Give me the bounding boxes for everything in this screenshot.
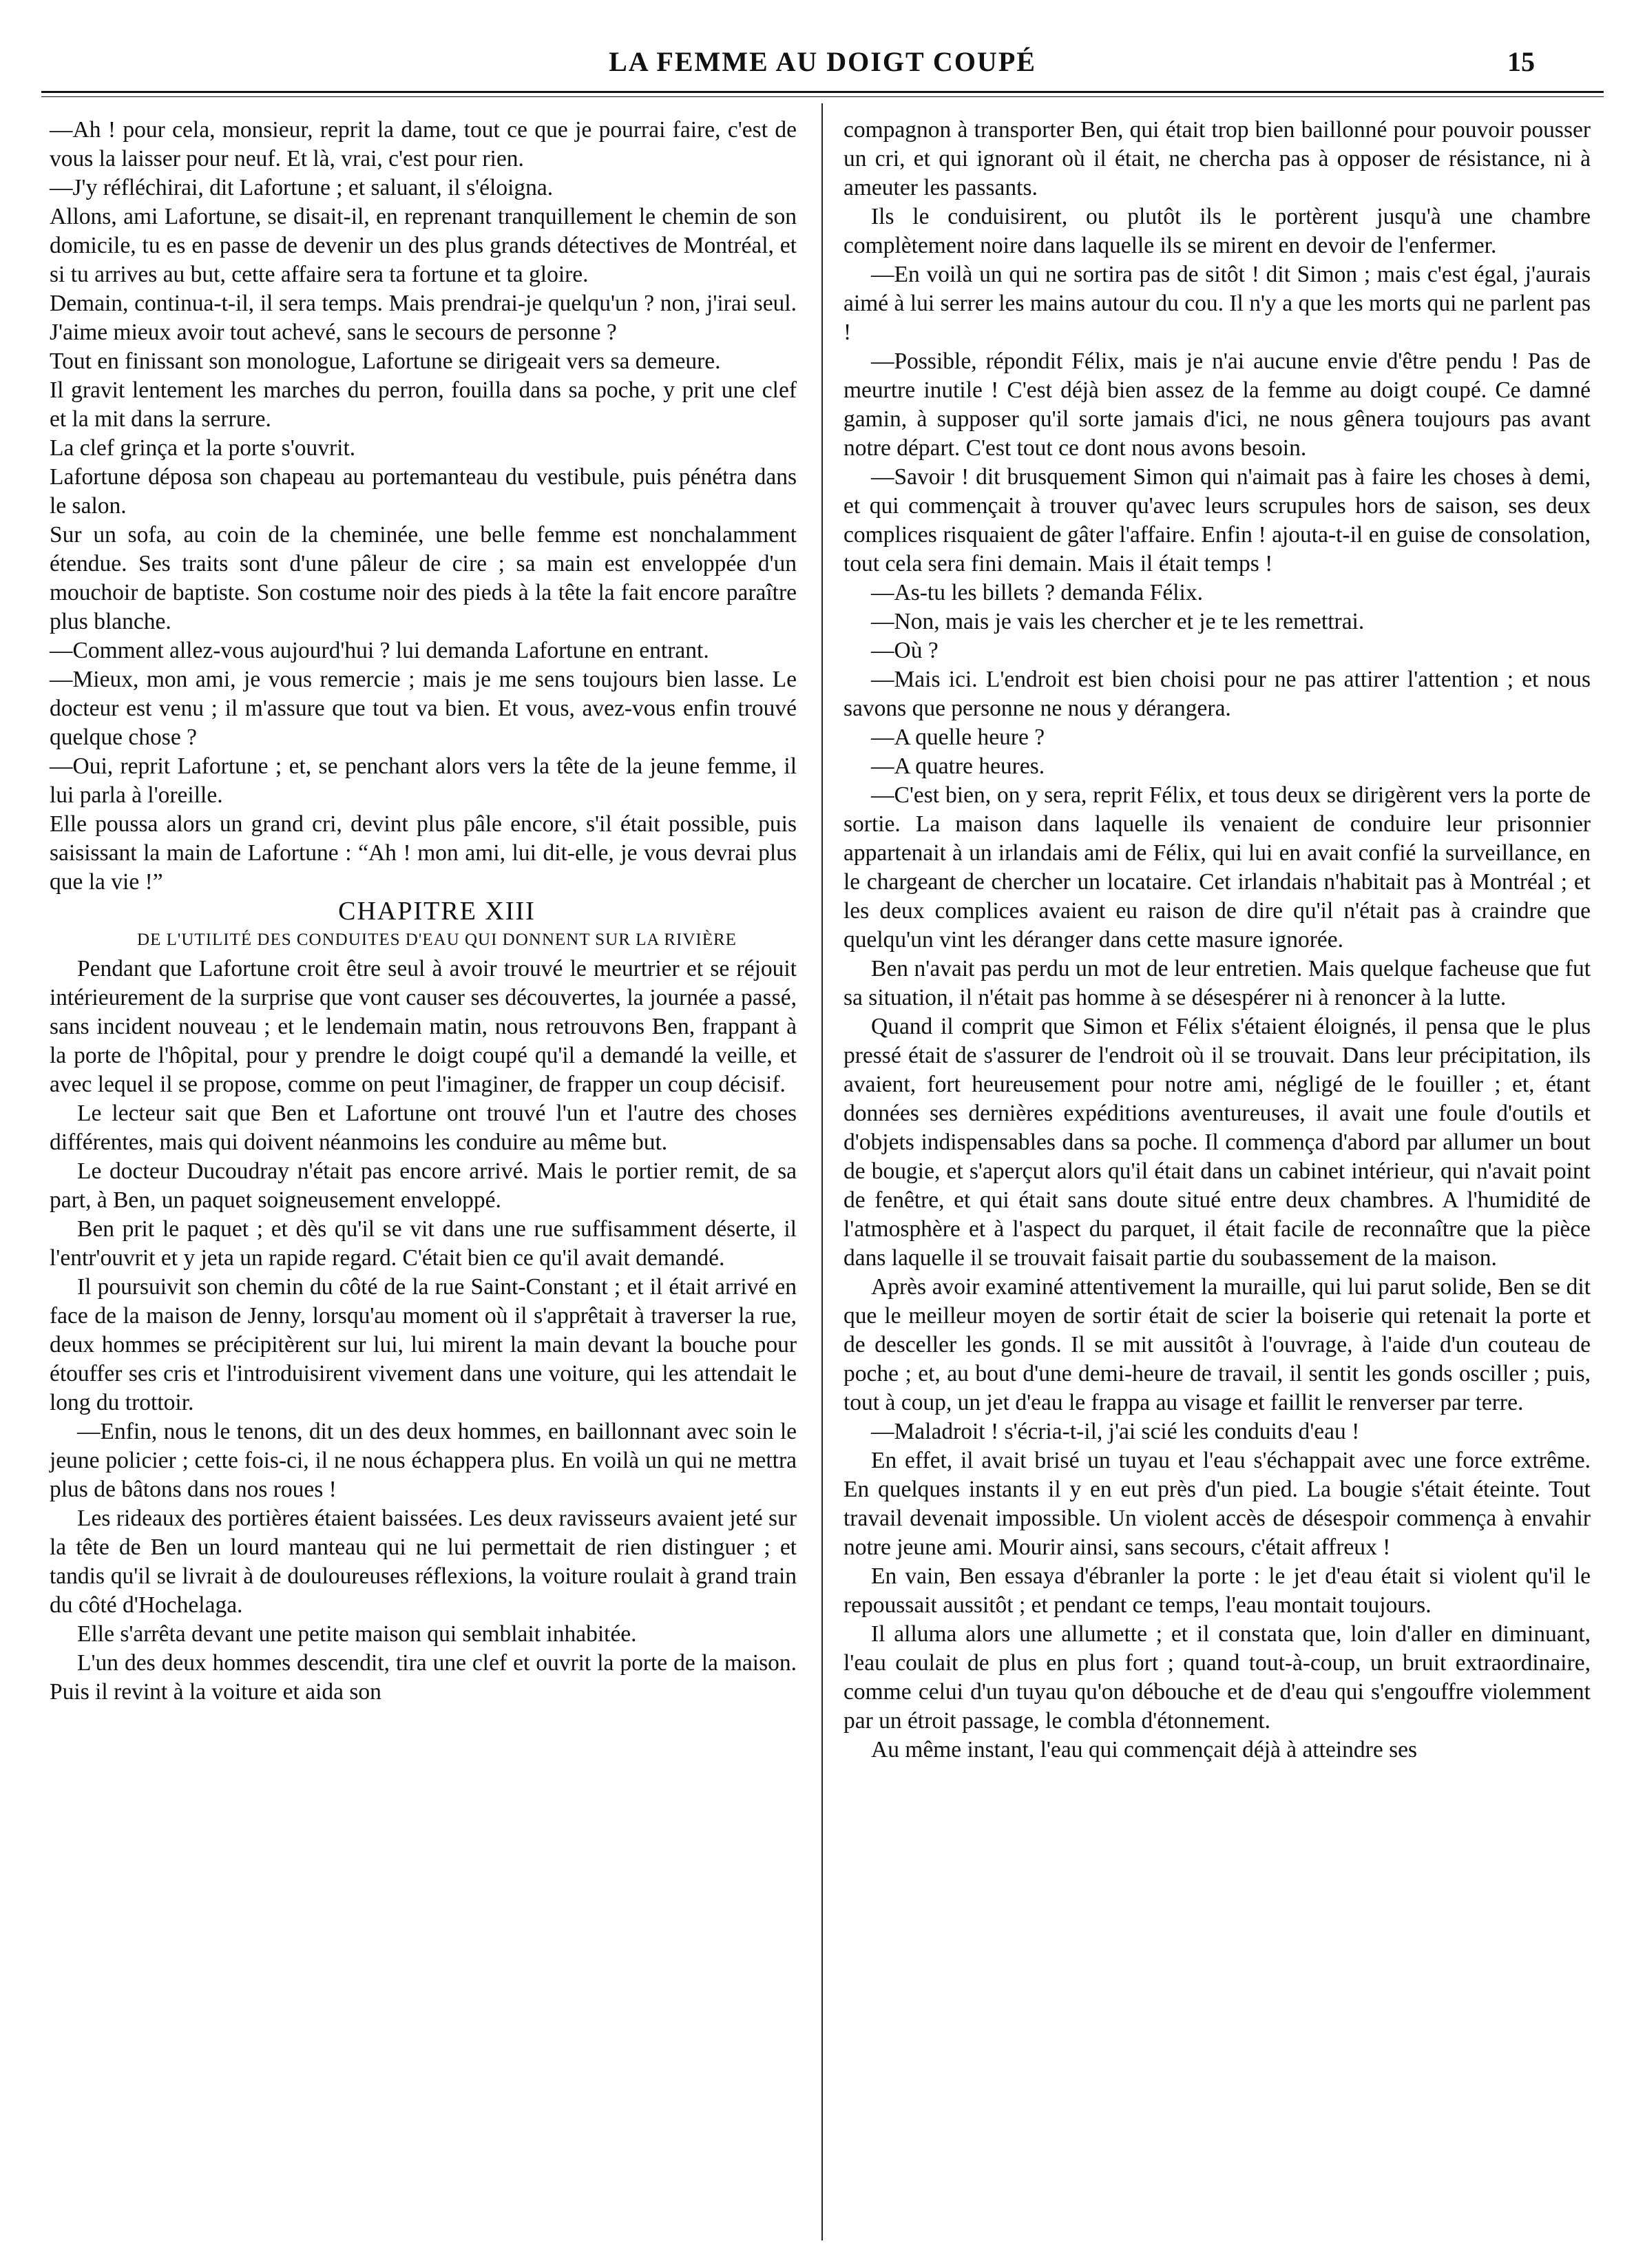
paragraph: Lafortune déposa son chapeau au portemanteau du vestibule, puis pénétra dans le salon. — [50, 464, 797, 519]
left-column — [50, 116, 797, 1707]
running-head — [55, 40, 1590, 88]
paragraph: Il poursuivit son chemin du côté de la rue Saint-Constant ; et il était arrivé en face de la maison de Jenny, lorsqu'au moment où il s'apprêtait à traverser la rue, deux hommes se précipitèrent sur lui, lui mirent la main devant la bouche pour étouffer ses cris et l'introduisirent vivement dans une voiture, qui les attendait le long du trottoir. — [50, 1274, 797, 1415]
paragraph: —Mais ici. L'endroit est bien choisi pour ne pas attirer l'attention ; et nous savons que personne ne nous y dérangera. — [844, 667, 1591, 721]
paragraph: Les rideaux des portières étaient baissées. Les deux ravisseurs avaient jeté sur la tête de Ben un lourd manteau qui ne lui permettait de rien distinguer ; et tandis qu'il se livrait à de douloureuses réflexions, la voiture roulait à grand train du côté d'Hochelaga. — [50, 1506, 797, 1618]
column-divider — [821, 103, 823, 2240]
paragraph: Le docteur Ducoudray n'était pas encore arrivé. Mais le portier remit, de sa part, à Ben, un paquet soigneusement enveloppé. — [50, 1158, 797, 1213]
paragraph: Après avoir examiné attentivement la muraille, qui lui parut solide, Ben se dit que le meilleur moyen de sortir était de scier la boiserie qui retenait la porte et de desceller les gonds. Il se mit aussitôt à l'ouvrage, à l'aide d'un couteau de poche ; et, au bout d'une demi-heure de travail, il sentit les gonds osciller ; puis, tout à coup, un jet d'eau le frappa au visage et faillit le renverser par terre. — [844, 1274, 1591, 1415]
paragraph: Quand il comprit que Simon et Félix s'étaient éloignés, il pensa que le plus pressé était de s'assurer de l'endroit où il se trouvait. Dans leur précipitation, ils avaient, fort heureusement pour notre ami, négligé de le fouiller ; et, étant données ses dernières expéditions aventureuses, il avait une foule d'outils et d'objets indispensables dans sa poche. Il commença d'abord par allumer un bout de bougie, et s'aperçut alors qu'il était dans un cabinet intérieur, qui n'avait point de fenêtre, et qui était sans doute situé entre deux chambres. A l'humidité de l'atmosphère et à l'aspect du parquet, il était facile de reconnaître que la pièce dans laquelle il se trouvait faisait partie du soubassement de la maison. — [844, 1014, 1591, 1271]
paragraph: Demain, continua-t-il, il sera temps. Mais prendrai-je quelqu'un ? non, j'irai seul. J'aime mieux avoir tout achevé, sans le secours de personne ? — [50, 291, 797, 345]
running-title: LA FEMME AU DOIGT COUPÉ — [609, 46, 1036, 77]
page-number: 15 — [1507, 46, 1535, 77]
paragraph: —A quatre heures. — [871, 753, 1045, 779]
paragraph: —Oui, reprit Lafortune ; et, se penchant alors vers la tête de la jeune femme, il lui parla à l'oreille. — [50, 753, 797, 808]
paragraph: —As-tu les billets ? demanda Félix. — [871, 580, 1203, 605]
paragraph: En effet, il avait brisé un tuyau et l'eau s'échappait avec une force extrême. En quelques instants il y en eut près d'un pied. La bougie s'était éteinte. Tout travail devenait impossible. Un violent accès de désespoir commença à envahir notre jeune ami. Mourir ainsi, sans secours, c'était affreux ! — [844, 1448, 1591, 1560]
paragraph: Pendant que Lafortune croit être seul à avoir trouvé le meurtrier et se réjouit intérieurement de la surprise que vont causer ses découvertes, la journée a passé, sans incident nouveau ; et le lendemain matin, nous retrouvons Ben, frappant à la porte de l'hôpital, pour y prendre le doigt coupé qu'il a demandé la veille, et avec lequel il se propose, comme on peut l'imaginer, de frapper un coup décisif. — [50, 956, 797, 1097]
paragraph: Ben prit le paquet ; et dès qu'il se vit dans une rue suffisamment déserte, il l'entr'ouvrit et y jeta un rapide regard. C'était bien ce qu'il avait demandé. — [50, 1216, 797, 1271]
paragraph: —Comment allez-vous aujourd'hui ? lui demanda Lafortune en entrant. — [50, 638, 709, 663]
paragraph: —A quelle heure ? — [871, 725, 1045, 750]
paragraph: La clef grinça et la porte s'ouvrit. — [50, 435, 356, 461]
paragraph: En vain, Ben essaya d'ébranler la porte : le jet d'eau était si violent qu'il le repoussait aussitôt ; et pendant ce temps, l'eau montait toujours. — [844, 1563, 1591, 1618]
paragraph: —En voilà un qui ne sortira pas de sitôt ! dit Simon ; mais c'est égal, j'aurais aimé à lui serrer les mains autour du cou. Il n'y a que les morts qui ne parlent pas ! — [844, 262, 1591, 345]
paragraph: Elle s'arrêta devant une petite maison qui semblait inhabitée. — [77, 1621, 637, 1647]
paragraph: L'un des deux hommes descendit, tira une clef et ouvrit la porte de la maison. Puis il revint à la voiture et aida son — [50, 1650, 797, 1705]
paragraph: —Ah ! pour cela, monsieur, reprit la dame, tout ce que je pourrai faire, c'est de vous la laisser pour neuf. Et là, vrai, c'est pour rien. — [50, 117, 797, 171]
paragraph: Il gravit lentement les marches du perron, fouilla dans sa poche, y prit une clef et la mit dans la serrure. — [50, 377, 797, 432]
paragraph: Sur un sofa, au coin de la cheminée, une belle femme est nonchalamment étendue. Ses traits sont d'une pâleur de cire ; sa main est enveloppée d'un mouchoir de baptiste. Son costume noir des pieds à la tête la fait encore paraître plus blanche. — [50, 522, 797, 634]
header-rule-thin — [41, 96, 1604, 97]
paragraph: compagnon à transporter Ben, qui était trop bien baillonné pour pouvoir pousser un cri, et qui ignorant où il était, ne chercha pas à opposer de résistance, ni à ameuter les passants. — [844, 117, 1591, 200]
paragraph: Tout en finissant son monologue, Lafortune se dirigeait vers sa demeure. — [50, 348, 721, 374]
paragraph: —Non, mais je vais les chercher et je te les remettrai. — [871, 609, 1365, 634]
paragraph: —Où ? — [871, 638, 939, 663]
paragraph: —Savoir ! dit brusquement Simon qui n'aimait pas à faire les choses à demi, et qui commençait à trouver qu'avec leurs scrupules hors de saison, ses deux complices risquaient de gâter l'affaire. Enfin ! ajouta-t-il en guise de consolation, tout cela sera fini demain. Mais il était temps ! — [844, 464, 1591, 576]
paragraph: Au même instant, l'eau qui commençait déjà à atteindre ses — [871, 1737, 1418, 1762]
paragraph: —Mieux, mon ami, je vous remercie ; mais je me sens toujours bien lasse. Le docteur est venu ; il m'assure que tout va bien. Et vous, avez-vous enfin trouvé quelque chose ? — [50, 667, 797, 750]
paragraph: Il alluma alors une allumette ; et il constata que, loin d'aller en diminuant, l'eau coulait de plus en plus fort ; quand tout-à-coup, un bruit extraordinaire, comme celui d'un tuyau qu'on débouche et de d'eau qui s'engouffre violemment par un étroit passage, le combla d'étonnement. — [844, 1621, 1591, 1734]
paragraph: Ils le conduisirent, ou plutôt ils le portèrent jusqu'à une chambre complètement noire dans laquelle ils se mirent en devoir de l'enfermer. — [844, 204, 1591, 258]
paragraph: Le lecteur sait que Ben et Lafortune ont trouvé l'un et l'autre des choses différentes, mais qui doivent néanmoins les conduire au même but. — [50, 1101, 797, 1155]
paragraph: —Enfin, nous le tenons, dit un des deux hommes, en baillonnant avec soin le jeune policier ; cette fois-ci, il ne nous échappera plus. En voilà un qui ne mettra plus de bâtons dans nos roues ! — [50, 1419, 797, 1502]
right-column — [844, 116, 1591, 1765]
chapter-subtitle: DE L'UTILITÉ DES CONDUITES D'EAU QUI DONNENT SUR LA RIVIÈRE — [137, 930, 737, 949]
paragraph: Elle poussa alors un grand cri, devint plus pâle encore, s'il était possible, puis saisissant la main de Lafortune : “Ah ! mon ami, lui dit-elle, je vous devrai plus que la vie !” — [50, 811, 797, 895]
paragraph: —Maladroit ! s'écria-t-il, j'ai scié les conduits d'eau ! — [871, 1419, 1360, 1444]
header-rule — [41, 91, 1604, 93]
chapter-title: CHAPITRE XIII — [338, 897, 536, 926]
paragraph: —Possible, répondit Félix, mais je n'ai aucune envie d'être pendu ! Pas de meurtre inutile ! C'est déjà bien assez de la femme au doigt coupé. Ce damné gamin, à supposer qu'il sorte jamais d'ici, ne nous gênera toujours pas avant notre départ. C'est tout ce dont nous avons besoin. — [844, 348, 1591, 461]
paragraph: —J'y réfléchirai, dit Lafortune ; et saluant, il s'éloigna. — [50, 175, 554, 200]
paragraph: Allons, ami Lafortune, se disait-il, en reprenant tranquillement le chemin de son domicile, tu es en passe de devenir un des plus grands détectives de Montréal, et si tu arrives au but, cette affaire sera ta fortune et ta gloire. — [50, 204, 797, 287]
paragraph: Ben n'avait pas perdu un mot de leur entretien. Mais quelque facheuse que fut sa situation, il n'était pas homme à se désespérer ni à renoncer à la lutte. — [844, 956, 1591, 1010]
paragraph: —C'est bien, on y sera, reprit Félix, et tous deux se dirigèrent vers la porte de sortie. La maison dans laquelle ils venaient de conduire leur prisonnier appartenait à un irlandais ami de Félix, qui lui en avait confié la surveillance, en le chargeant de chercher un locataire. Cet irlandais n'habitait pas à Montréal ; et les deux complices avaient eu raison de dire qu'il n'était pas à craindre que quelqu'un vint les déranger dans cette masure ignorée. — [844, 782, 1591, 953]
